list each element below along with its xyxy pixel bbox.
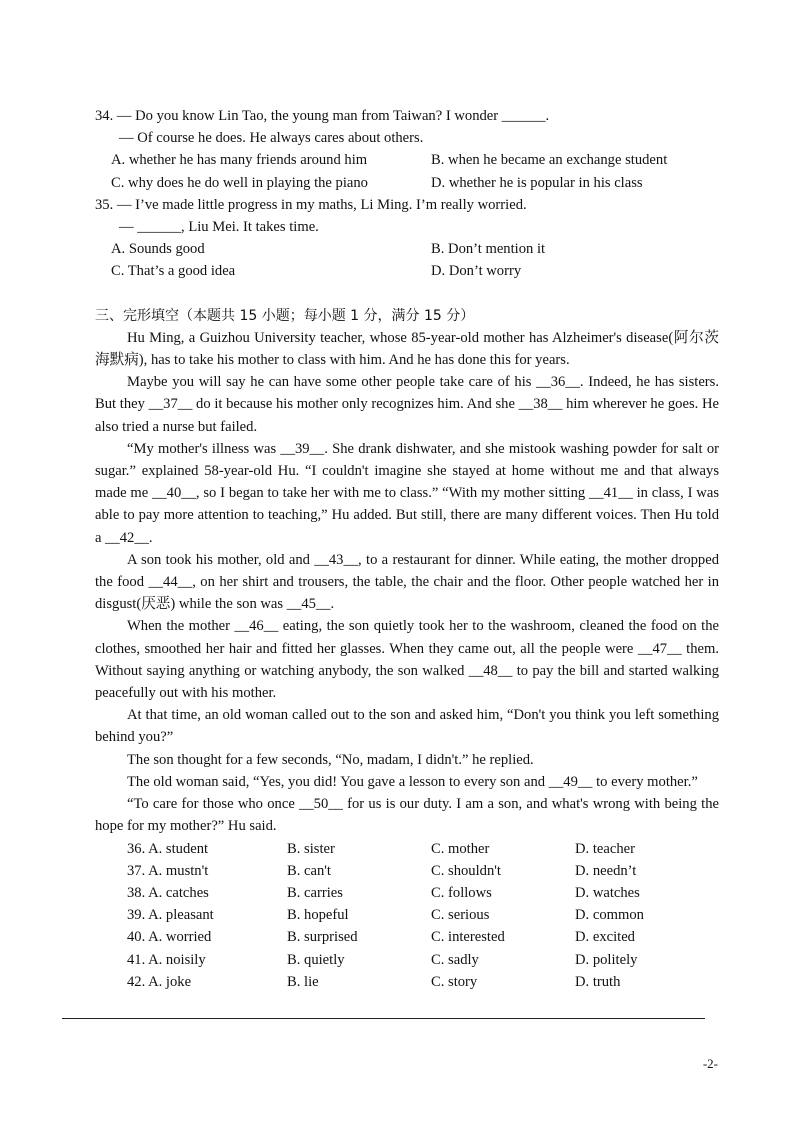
- option-c: C. mother: [431, 840, 490, 857]
- passage-paragraph: When the mother __46__ eating, the son quietly took her to the washroom, cleaned the food on the clothes, smoothed her hair and fitted her glasses. When they came out, all the people were __47__ them. Without saying anything or watching anybody, the son walked __48__ to pay the bill and started walking peacefully out with his mother.: [95, 618, 719, 702]
- q34-options-row-2: [95, 172, 719, 194]
- passage-paragraph: A son took his mother, old and __43__, to a restaurant for dinner. While eating, the mother dropped the food __44__, on her shirt and trousers, the table, the chair and the floor. Other people watched her in disgust(厌恶) while the son was __45__.: [95, 551, 719, 613]
- option-a: 36. A. student: [127, 840, 209, 857]
- question-row: [95, 904, 719, 926]
- q35-option-d: D. Don’t worry: [431, 263, 522, 280]
- question-row: [95, 882, 719, 904]
- passage-paragraph: The old woman said, “Yes, you did! You gave a lesson to every son and __49__ to every mother.”: [127, 773, 698, 790]
- question-row: [95, 949, 719, 971]
- option-b: B. can't: [287, 862, 331, 879]
- q35-option-a: A. Sounds good: [111, 241, 205, 258]
- option-d: D. excited: [575, 929, 635, 946]
- option-a: 40. A. worried: [127, 929, 212, 946]
- option-c: C. serious: [431, 907, 490, 924]
- option-b: B. lie: [287, 973, 319, 990]
- option-b: B. quietly: [287, 951, 345, 968]
- question-row: [95, 971, 719, 993]
- option-d: D. politely: [575, 951, 638, 968]
- q34-stem: 34. — Do you know Lin Tao, the young man from Taiwan? I wonder ______.: [95, 108, 550, 124]
- option-d: D. watches: [575, 884, 640, 901]
- q35-option-b: B. Don’t mention it: [431, 241, 546, 258]
- q35-options-row-1: [95, 238, 719, 260]
- footer-divider: [62, 1018, 705, 1019]
- option-c: C. story: [431, 973, 478, 990]
- passage-paragraph: At that time, an old woman called out to the son and asked him, “Don't you think you left something behind you?”: [95, 707, 719, 746]
- option-c: C. follows: [431, 884, 492, 901]
- q34-option-c: C. why does he do well in playing the piano: [111, 174, 368, 191]
- option-b: B. surprised: [287, 929, 358, 946]
- option-a: 39. A. pleasant: [127, 907, 214, 924]
- q34-reply: — Of course he does. He always cares about others.: [119, 130, 424, 147]
- q35-option-c: C. That’s a good idea: [111, 263, 236, 280]
- passage-paragraph: “To care for those who once __50__ for us is our duty. I am a son, and what's wrong with being the hope for my mother?” Hu said.: [95, 796, 719, 835]
- q35-options-row-2: [95, 260, 719, 282]
- q34-option-b: B. when he became an exchange student: [431, 152, 668, 169]
- passage-paragraph: Hu Ming, a Guizhou University teacher, whose 85-year-old mother has Alzheimer's disease(阿尔茨海默病), has to take his mother to class with him. And he has done this for years.: [95, 329, 719, 369]
- option-d: D. needn’t: [575, 862, 637, 879]
- section-gap: [95, 283, 719, 305]
- option-d: D. truth: [575, 973, 621, 990]
- option-d: D. common: [575, 907, 644, 924]
- option-a: 38. A. catches: [127, 884, 209, 901]
- passage-paragraph: The son thought for a few seconds, “No, madam, I didn't.” he replied.: [127, 751, 534, 768]
- option-b: B. hopeful: [287, 907, 349, 924]
- question-row: [95, 860, 719, 882]
- option-d: D. teacher: [575, 840, 635, 857]
- passage-paragraph: “My mother's illness was __39__. She drank dishwater, and she mistook washing powder for salt or sugar.” explained 58-year-old Hu. “I couldn't imagine she stayed at home without me and that always made me __40__, so I began to take her with me to class.” “With my mother sitting __41__ in class, I was able to pay more attention to teaching,” Hu added. But still, there are many different voices. Then Hu told a __42__.: [95, 440, 719, 546]
- option-a: 37. A. mustn't: [127, 862, 209, 879]
- q34-option-a: A. whether he has many friends around him: [111, 152, 368, 169]
- page-number: -2-: [702, 1056, 718, 1071]
- section-title: 三、完形填空（本题共 15 小题；每小题 1 分，满分 15 分）: [95, 307, 475, 324]
- q35-reply: — ______, Liu Mei. It takes time.: [119, 219, 319, 236]
- option-a: 41. A. noisily: [127, 951, 206, 968]
- q34-options-row-1: [95, 149, 719, 171]
- q34-option-d: D. whether he is popular in his class: [431, 174, 643, 191]
- option-c: C. interested: [431, 929, 505, 946]
- option-a: 42. A. joke: [127, 973, 192, 990]
- question-row: [95, 926, 719, 948]
- option-b: B. sister: [287, 840, 335, 857]
- option-b: B. carries: [287, 884, 343, 901]
- passage-paragraph: Maybe you will say he can have some other people take care of his __36__. Indeed, he has sisters. But they __37__ do it because his mother only recognizes him. And she __38__ him wherever he goes. He also tried a nurse but failed.: [95, 374, 719, 435]
- q35-stem: 35. — I’ve made little progress in my maths, Li Ming. I’m really worried.: [95, 196, 527, 213]
- question-row: [95, 838, 719, 860]
- option-c: C. sadly: [431, 951, 479, 968]
- option-c: C. shouldn't: [431, 862, 501, 879]
- page-content: [95, 105, 719, 993]
